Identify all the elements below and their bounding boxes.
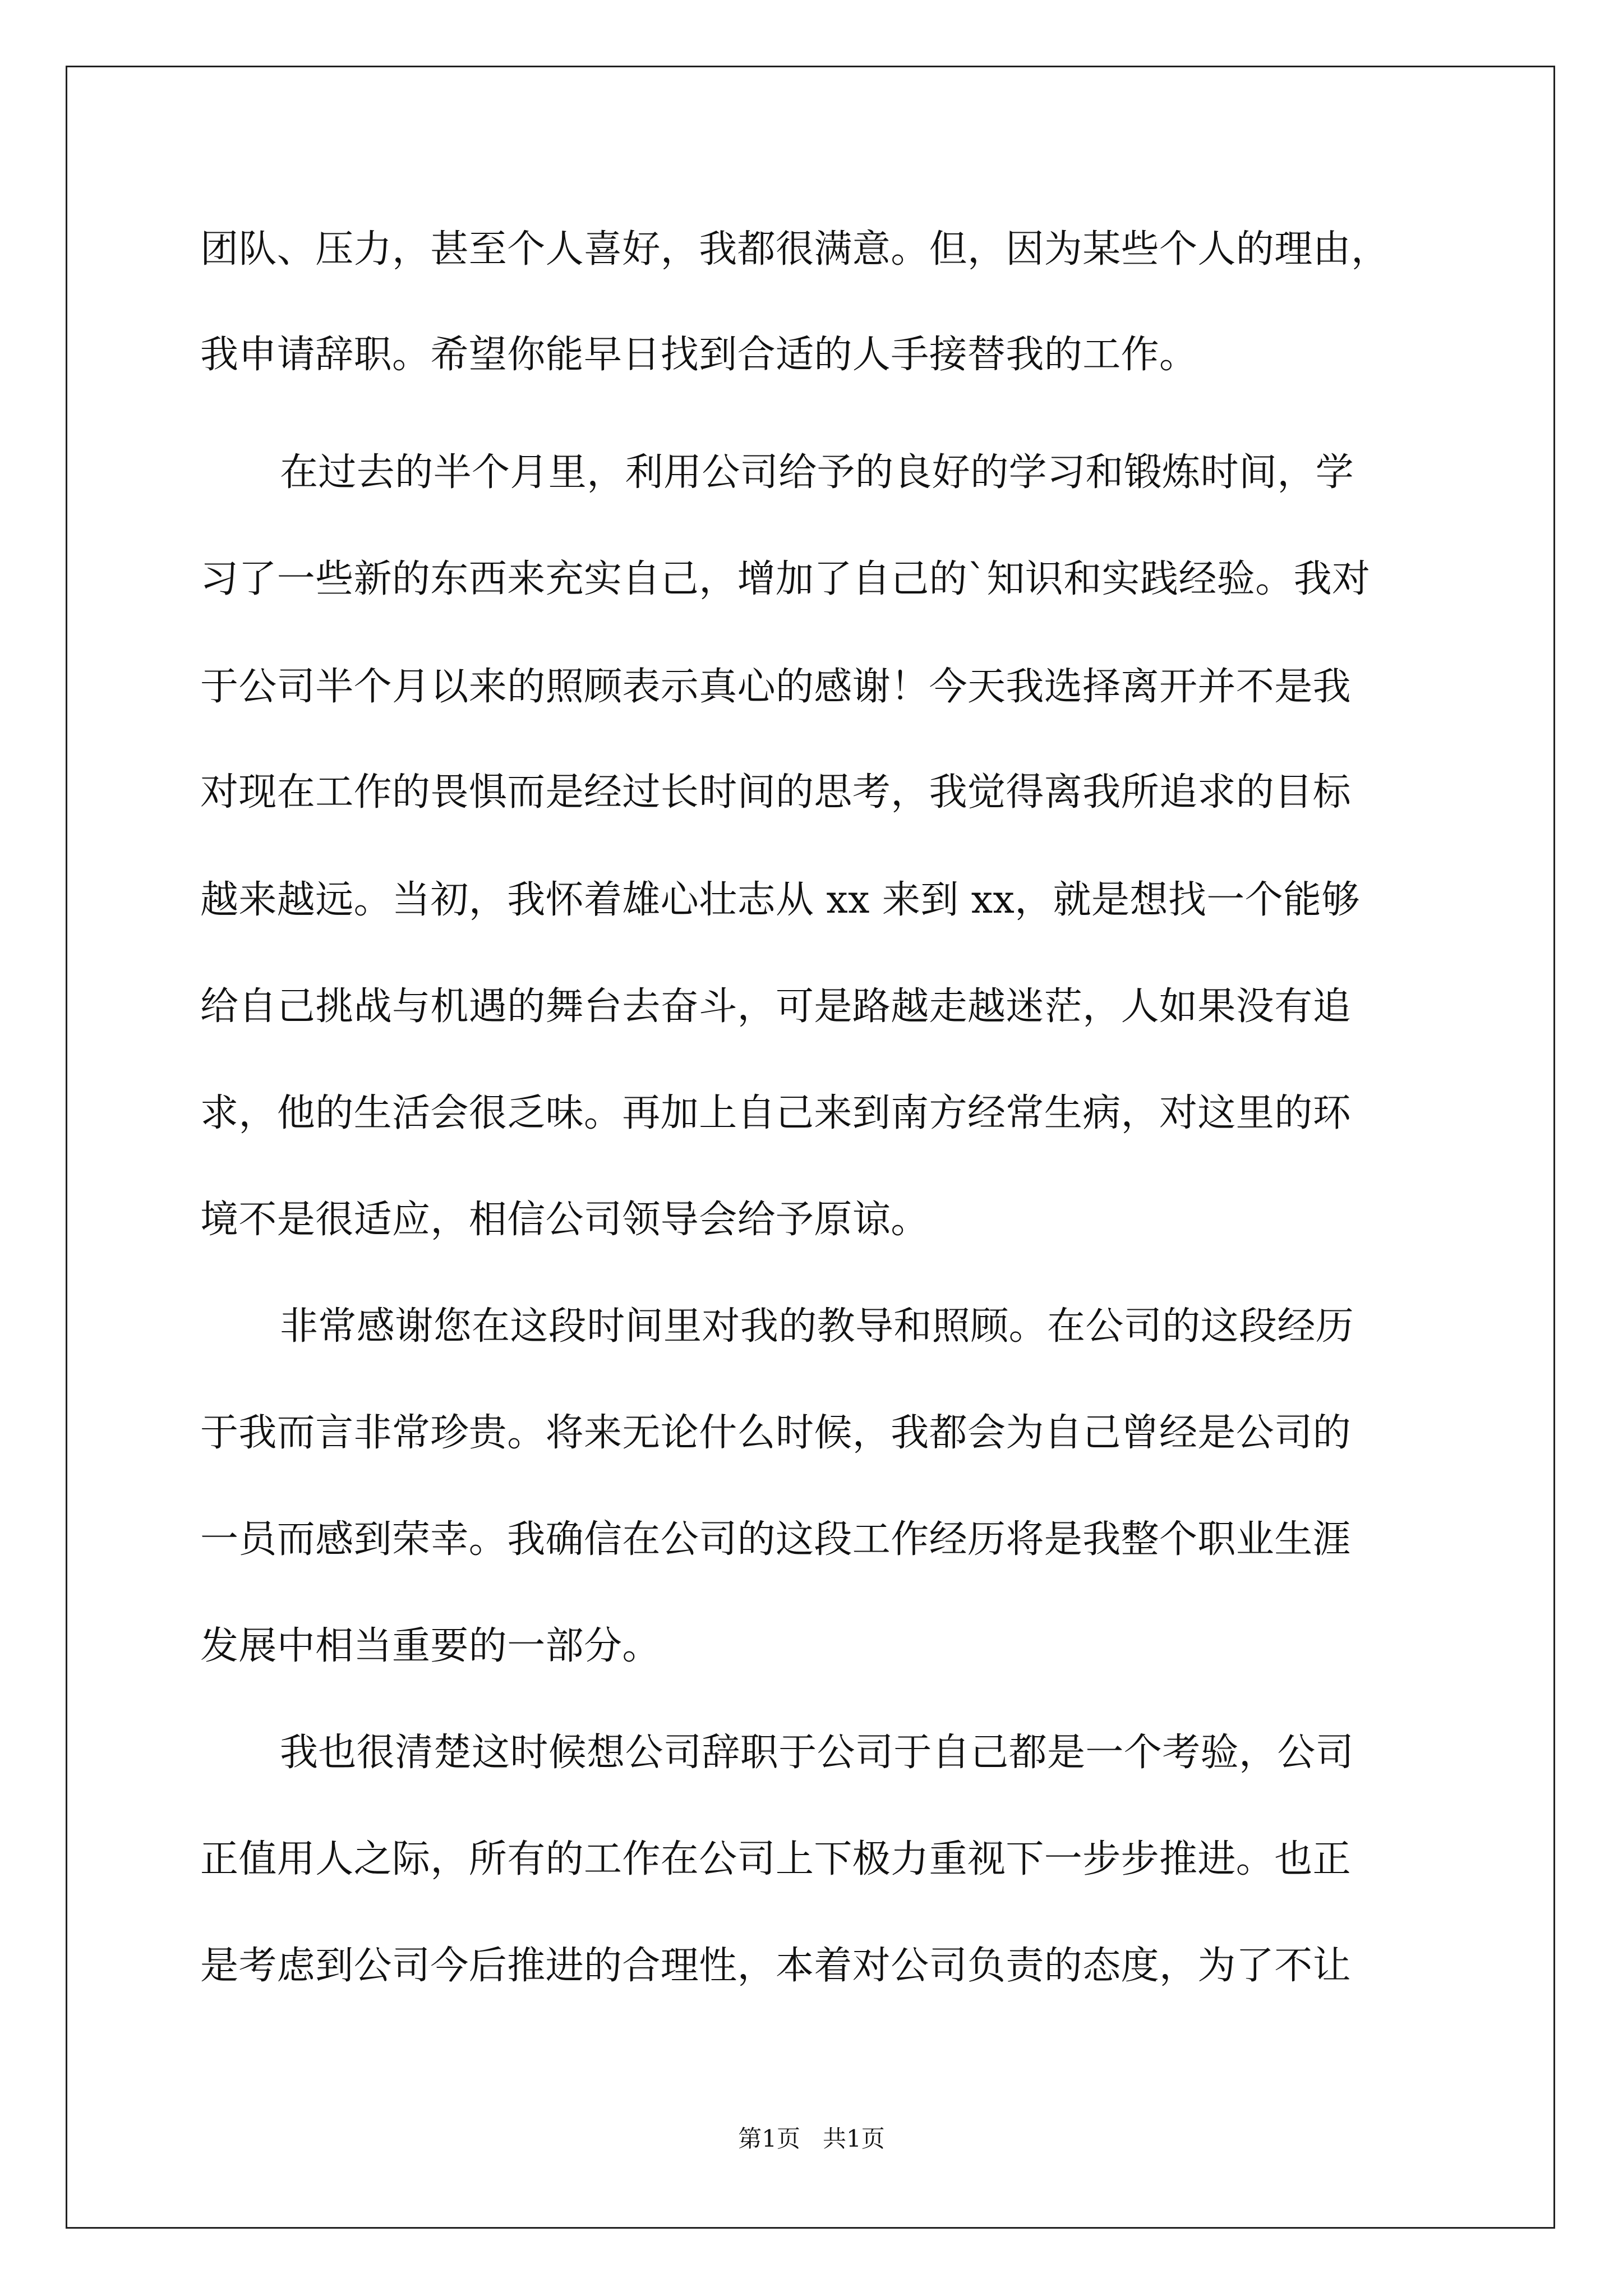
text-line: 境不是很适应，相信公司领导会给予原谅。 [200,1198,929,1242]
text-line: 正值用人之际，所有的工作在公司上下极力重视下一步步推进。也正 [200,1837,1352,1881]
text-line: 求，他的生活会很乏味。再加上自己来到南方经常生病，对这里的环 [200,1091,1352,1135]
page-number-footer: 第1页 共1页 [738,2125,885,2152]
paragraph-first-line: 我也很清楚这时候想公司辞职于公司于自己都是一个考验，公司 [280,1731,1354,1775]
text-line: 团队、压力，甚至个人喜好，我都很满意。但，因为某些个人的理由， [200,227,1390,272]
text-line: 发展中相当重要的一部分。 [200,1624,661,1668]
text-line: 习了一些新的东西来充实自己，增加了自己的`知识和实践经验。我对 [200,557,1371,601]
paragraph-first-line: 非常感谢您在这段时间里对我的教导和照顾。在公司的这段经历 [280,1304,1354,1349]
text-line: 一员而感到荣幸。我确信在公司的这段工作经历将是我整个职业生涯 [200,1517,1352,1562]
text-line: 于公司半个月以来的照顾表示真心的感谢！今天我选择离开并不是我 [200,665,1352,709]
page-border [66,66,1555,2229]
text-line: 于我而言非常珍贵。将来无论什么时候，我都会为自己曾经是公司的 [200,1411,1352,1455]
text-line: 是考虑到公司今后推进的合理性，本着对公司负责的态度，为了不让 [200,1944,1352,1988]
paragraph-first-line: 在过去的半个月里，利用公司给予的良好的学习和锻炼时间，学 [280,450,1354,495]
text-line: 我申请辞职。希望你能早日找到合适的人手接替我的工作。 [200,333,1198,377]
text-line: 给自己挑战与机遇的舞台去奋斗，可是路越走越迷茫，人如果没有追 [200,984,1352,1029]
text-line: 对现在工作的畏惧而是经过长时间的思考，我觉得离我所追求的目标 [200,770,1352,815]
text-line: 越来越远。当初，我怀着雄心壮志从 xx 来到 xx，就是想找一个能够 [200,878,1360,922]
